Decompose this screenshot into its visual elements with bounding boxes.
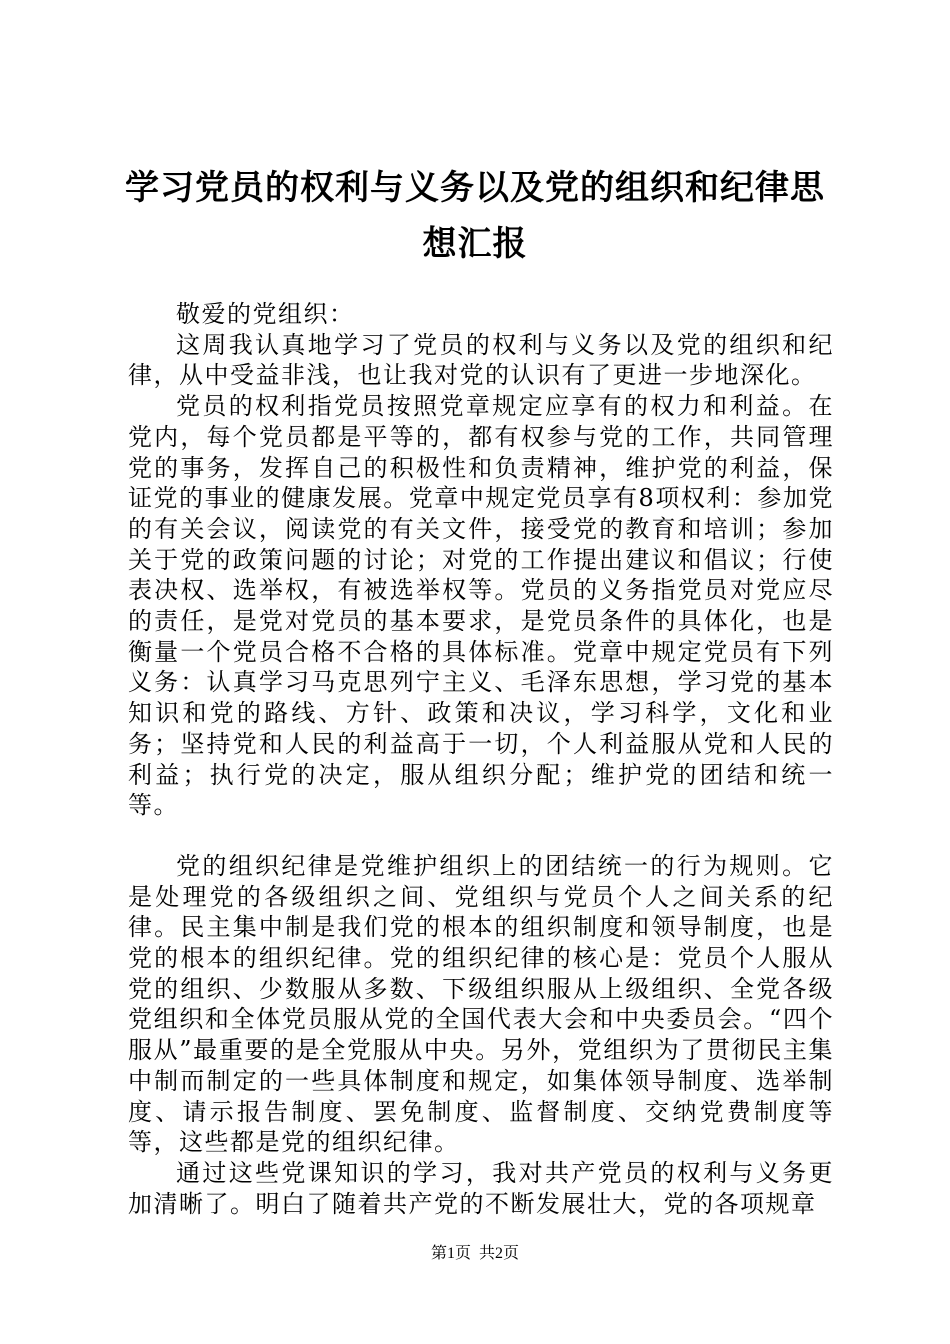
paragraph-rights-duties: 党员的权利指党员按照党章规定应享有的权力和利益。在党内，每个党员都是平等的，都有权参与党的工作，共同管理党的事务，发挥自己的积极性和负责精神，维护党的利益，保证党的事业的健康发展。党章中规定党员享有8项权利：参加党的有关会议，阅读党的有关文件，接受党的教育和培训；参加关于党的政策问题的讨论；对党的工作提出建议和倡议；行使表决权、选举权，有被选举权等。党员的义务指党员对党应尽的责任，是党对党员的基本要求，是党员条件的具体化，也是衡量一个党员合格不合格的具体标准。党章中规定党员有下列义务：认真学习马克思列宁主义、毛泽东思想，学习党的基本知识和党的路线、方针、政策和决议，学习科学，文化和业务；坚持党和人民的利益高于一切，个人利益服从党和人民的利益；执行党的决定，服从组织分配；维护党的团结和统一等。: [128, 392, 834, 820]
paragraph-discipline: 党的组织纪律是党维护组织上的团结统一的行为规则。它是处理党的各级组织之间、党组织与党员个人之间关系的纪律。民主集中制是我们党的根本的组织制度和领导制度，也是党的根本的组织纪律。党的组织纪律的核心是：党员个人服从党的组织、少数服从多数、下级组织服从上级组织、全党各级党组织和全体党员服从党的全国代表大会和中央委员会。“四个服从”最重要的是全党服从中央。另外，党组织为了贯彻民主集中制而制定的一些具体制度和规定，如集体领导制度、选举制度、请示报告制度、罢免制度、监督制度、交纳党费制度等等，这些都是党的组织纪律。: [128, 851, 834, 1157]
document-body: [128, 299, 834, 1219]
salutation: 敬爱的党组织：: [176, 300, 355, 328]
paragraph-conclusion: 通过这些党课知识的学习，我对共产党员的权利与义务更加清晰了。明白了随着共产党的不断发展壮大，党的各项规章: [128, 1158, 834, 1218]
page-number: 第1页: [430, 1245, 471, 1262]
paragraph-intro: 这周我认真地学习了党员的权利与义务以及党的组织和纪律，从中受益非浅，也让我对党的认识有了更进一步地深化。: [128, 330, 834, 390]
document-title: 学习党员的权利与义务以及党的组织和纪律思想汇报: [125, 168, 825, 264]
page-total: 共2页: [479, 1245, 520, 1262]
page-footer: [0, 1244, 950, 1264]
